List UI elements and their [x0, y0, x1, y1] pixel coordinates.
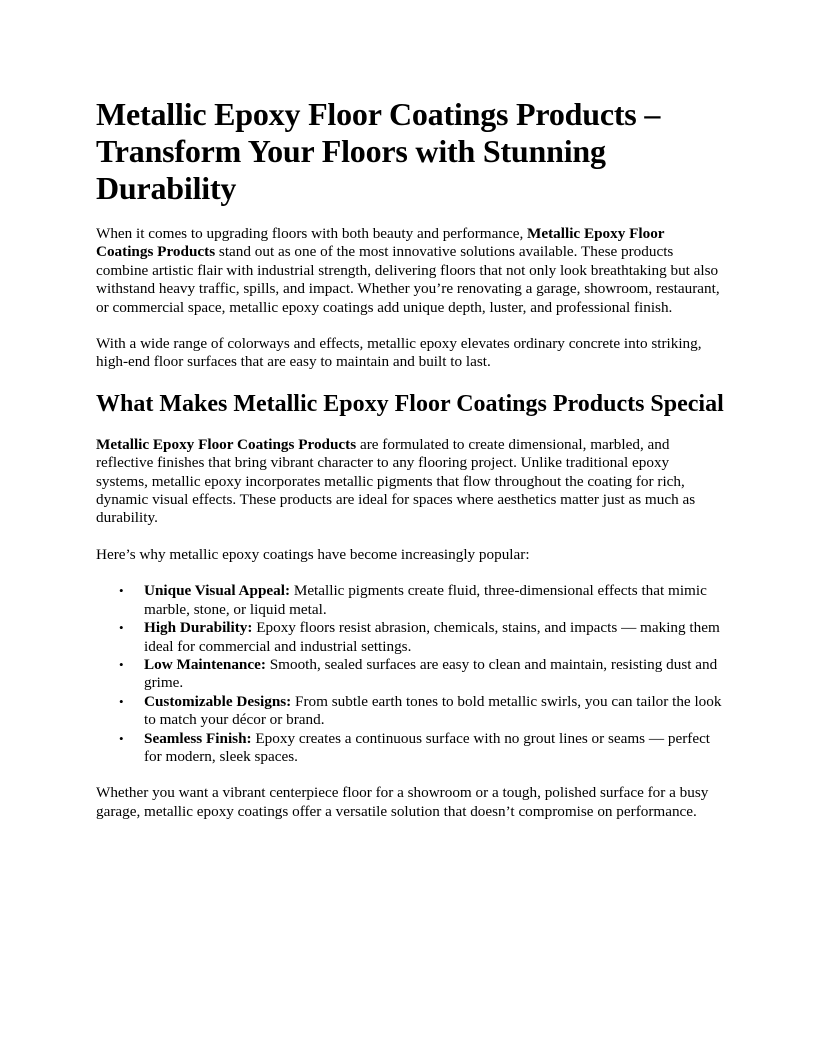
list-item [119, 619, 724, 656]
page-title: Metallic Epoxy Floor Coatings Products – Transform Your Floors with Stunning Durability [96, 96, 661, 206]
list-item-label: Low Maintenance: [144, 655, 266, 673]
intro-text-rest: stand out as one of the most innovative solutions available. These products combine artistic flair with industrial strength, delivering floors that not only look breathtaking but also withstand heavy traffic, spills, and impact. Whether you’re renovating a garage, showroom, restaurant, or commercial space, metallic epoxy coatings add unique depth, luster, and professional finish. [96, 243, 720, 316]
intro-text-lead: When it comes to upgrading floors with both beauty and performance, [96, 225, 528, 242]
list-item-text: Metallic pigments create fluid, three-dimensional effects that mimic marble, stone, or liquid metal. [144, 582, 707, 618]
intro-paragraph-2: With a wide range of colorways and effects, metallic epoxy elevates ordinary concrete into striking, high-end floor surfaces that are easy to maintain and built to last. [96, 335, 702, 371]
list-item-label: Unique Visual Appeal: [144, 582, 291, 600]
list-item-text: Epoxy creates a continuous surface with no grout lines or seams — perfect for modern, sleek spaces. [144, 729, 711, 765]
benefits-list [96, 582, 724, 766]
list-item-label: Seamless Finish: [144, 729, 252, 747]
section-paragraph-1 [96, 436, 724, 528]
list-item [119, 692, 724, 730]
bullet-icon: • [119, 730, 124, 746]
section-product-name: Metallic Epoxy Floor Coatings Products [96, 435, 357, 453]
list-item-text: Smooth, sealed surfaces are easy to clean and maintain, resisting dust and grime. [144, 655, 718, 692]
list-item-text: Epoxy floors resist abrasion, chemicals, stains, and impacts — making them ideal for commercial and industrial settings. [144, 619, 720, 655]
bullet-icon: • [119, 656, 124, 672]
list-item [119, 582, 724, 619]
intro-product-name: Metallic Epoxy Floor Coatings Products [96, 225, 665, 261]
section-heading-wrap [96, 390, 724, 418]
list-item [119, 729, 724, 767]
list-item [119, 655, 724, 693]
list-item-label: Customizable Designs: [144, 692, 292, 710]
section-heading: What Makes Metallic Epoxy Floor Coatings Products Special [96, 390, 724, 417]
list-item-text: From subtle earth tones to bold metallic swirls, you can tailor the look to match your décor or brand. [144, 692, 722, 729]
document-page [96, 96, 724, 821]
section-paragraph-1-text: are formulated to create dimensional, marbled, and reflective finishes that bring vibrant character to any flooring project. Unlike traditional epoxy systems, metallic epoxy incorporates metallic pigments that flow throughout the coating for rich, dynamic visual effects. These products are ideal for spaces where aesthetics matter just as much as durability. [96, 435, 696, 527]
bullet-icon: • [119, 693, 124, 709]
bullet-icon: • [119, 620, 124, 636]
list-item-label: High Durability: [144, 619, 253, 637]
bullet-icon: • [119, 583, 124, 599]
section-paragraph-2: Here’s why metallic epoxy coatings have become increasingly popular: [96, 545, 530, 563]
closing-paragraph: Whether you want a vibrant centerpiece floor for a showroom or a tough, polished surface for a busy garage, metallic epoxy coatings offer a versatile solution that doesn’t compromise on performance. [96, 784, 709, 820]
intro-paragraph-1 [96, 225, 724, 317]
